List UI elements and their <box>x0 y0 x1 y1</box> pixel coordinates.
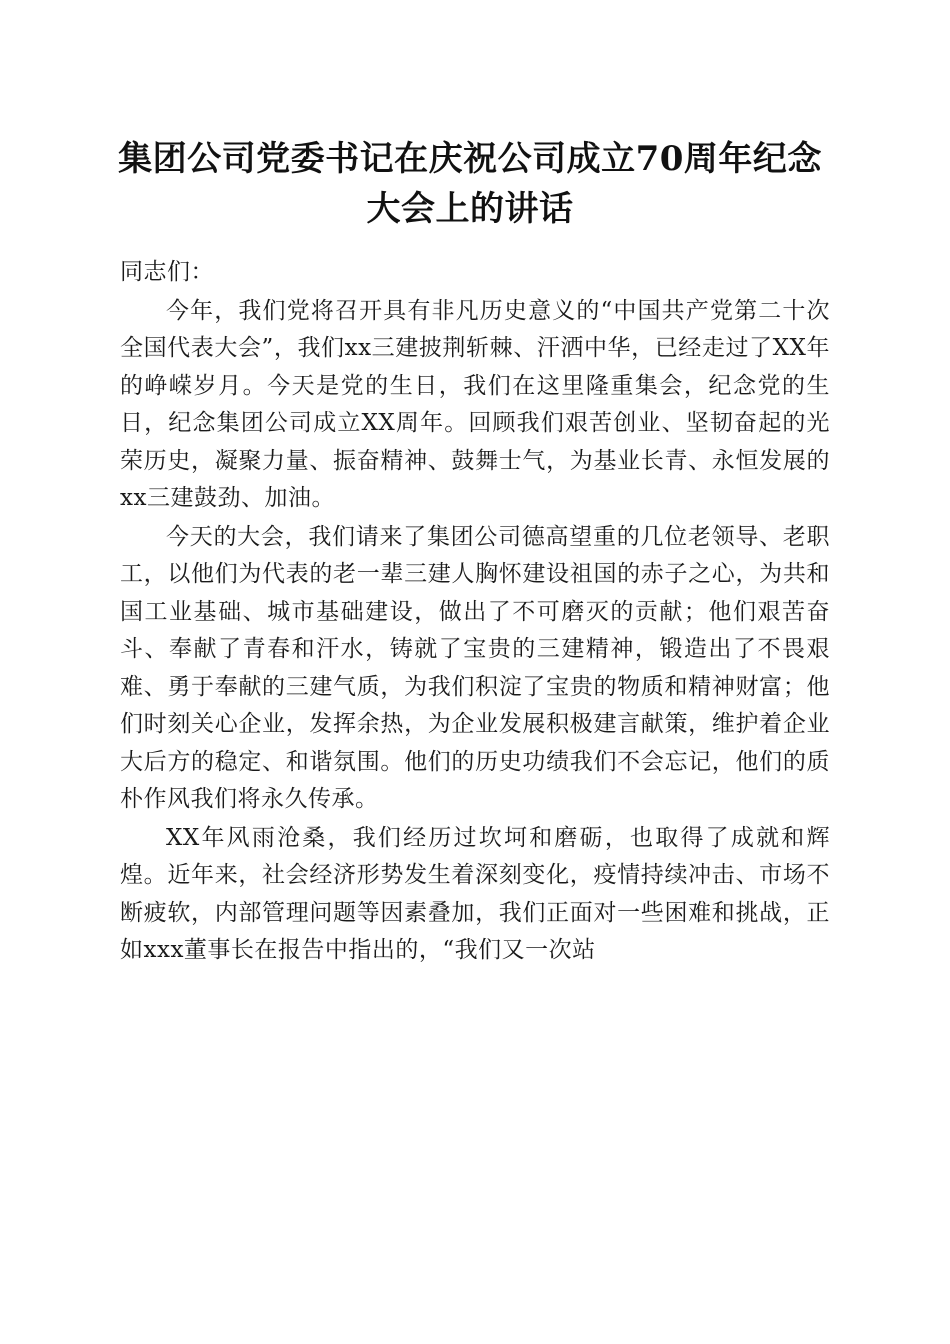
document-body <box>120 254 830 971</box>
paragraph-2: 今天的大会，我们请来了集团公司德高望重的几位老领导、老职工，以他们为代表的老一辈三建人胸怀建设祖国的赤子之心，为共和国工业基础、城市基础建设，做出了不可磨灭的贡献；他们艰苦奋斗、奉献了青春和汗水，铸就了宝贵的三建精神，锻造出了不畏艰难、勇于奉献的三建气质，为我们积淀了宝贵的物质和精神财富；他们时刻关心企业，发挥余热，为企业发展积极建言献策，维护着企业大后方的稳定、和谐氛围。他们的历史功绩我们不会忘记，他们的质朴作风我们将永久传承。 <box>120 523 830 812</box>
document-title: 集团公司党委书记在庆祝公司成立70周年纪念大会上的讲话 <box>118 139 822 229</box>
salutation: 同志们： <box>120 259 214 285</box>
paragraph-1: 今年，我们党将召开具有非凡历史意义的“中国共产党第二十次全国代表大会”，我们xx三建披荆斩棘、汗洒中华，已经走过了XX年的峥嵘岁月。今天是党的生日，我们在这里隆重集会，纪念党的生日，纪念集团公司成立XX周年。回顾我们艰苦创业、坚韧奋起的光荣历史，凝聚力量、振奋精神、鼓舞士气，为基业长青、永恒发展的xx三建鼓劲、加油。 <box>120 297 830 511</box>
paragraph-3: XX年风雨沧桑，我们经历过坎坷和磨砺，也取得了成就和辉煌。近年来，社会经济形势发生着深刻变化，疫情持续冲击、市场不断疲软，内部管理问题等因素叠加，我们正面对一些困难和挑战，正如xxx董事长在报告中指出的，“我们又一次站 <box>120 824 830 963</box>
